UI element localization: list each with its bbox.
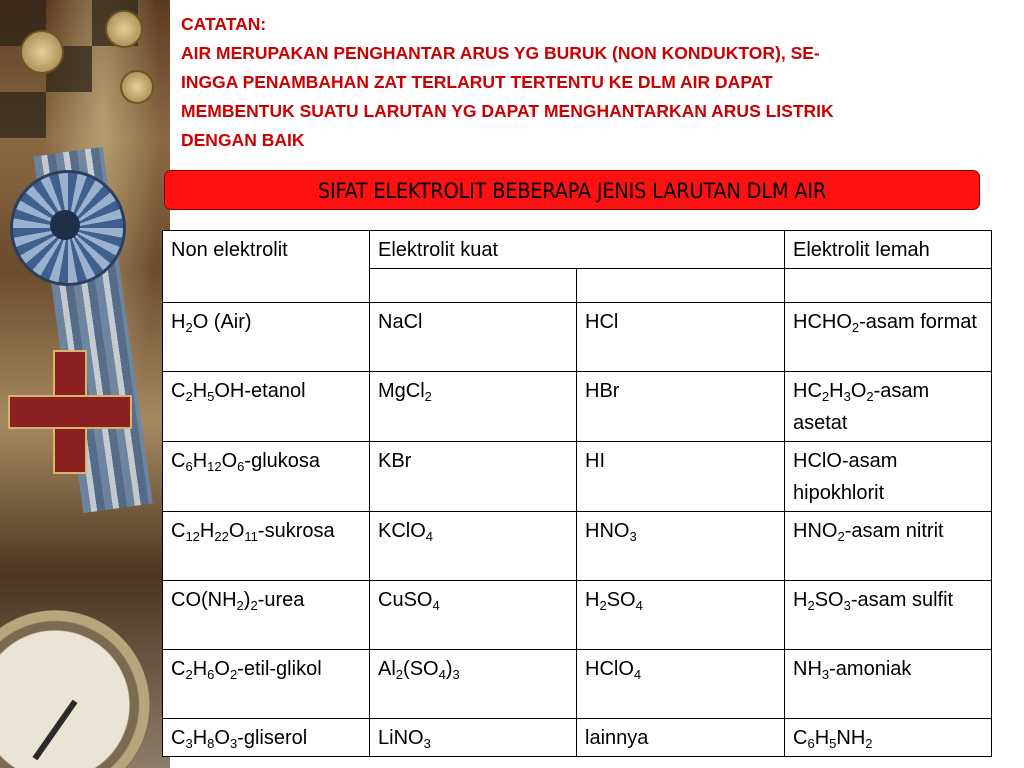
table-row (163, 372, 992, 442)
subscript: 2 (229, 667, 238, 682)
subscript: 3 (423, 736, 431, 751)
cell-text: C (171, 658, 186, 680)
subscript: 2 (185, 320, 193, 335)
subscript: 4 (438, 667, 446, 682)
elektrolit-kuat-cell-2 (577, 372, 785, 442)
table-row (163, 719, 992, 757)
table-row (163, 442, 992, 512)
table-header-row (163, 231, 992, 269)
elektrolit-kuat-cell-1 (370, 650, 577, 719)
subscript: 5 (829, 736, 837, 751)
empty-cell (785, 269, 992, 303)
elektrolit-kuat-cell-1 (370, 372, 577, 442)
table-row (163, 650, 992, 719)
cell-text: -asam asetat (793, 380, 930, 434)
elektrolit-lemah-cell (785, 442, 992, 512)
compass-image (0, 610, 150, 768)
non-elektrolit-cell (163, 512, 370, 581)
elektrolit-kuat-cell-2 (577, 303, 785, 372)
subscript: 22 (214, 529, 229, 544)
cell-text: HCl (585, 311, 619, 333)
subscript: 11 (244, 529, 258, 544)
cell-text: -asam nitrit (844, 520, 944, 542)
subscript: 2 (185, 389, 193, 404)
cell-text: HClO-asam hipokhlorit (793, 450, 898, 504)
cell-text: lainnya (585, 727, 649, 749)
elektrolit-kuat-cell-1 (370, 303, 577, 372)
cell-text: HNO (793, 520, 838, 542)
subscript: 2 (837, 529, 845, 544)
subscript: 3 (229, 736, 238, 751)
cell-text: H (585, 589, 600, 611)
non-elektrolit-cell (163, 581, 370, 650)
page-title: SIFAT ELEKTROLIT BEBERAPA JENIS LARUTAN DLM AIR (317, 179, 827, 204)
table-row (163, 581, 992, 650)
cell-text: C (793, 727, 808, 749)
cell-text: OH-etanol (214, 380, 306, 402)
subscript: 2 (807, 598, 815, 613)
cell-text: LiNO (378, 727, 424, 749)
cell-text: -sukrosa (257, 520, 335, 542)
cell-text: -amoniak (829, 658, 912, 680)
cell-text: HNO (585, 520, 630, 542)
elektrolit-kuat-cell-2 (577, 512, 785, 581)
subscript: 3 (452, 667, 460, 682)
non-elektrolit-cell (163, 650, 370, 719)
cell-text: O (850, 380, 867, 402)
cell-text: ) (243, 589, 251, 611)
medal-cross (8, 350, 128, 470)
cell-text: O (221, 450, 238, 472)
subscript: 3 (185, 736, 193, 751)
elektrolit-lemah-cell (785, 581, 992, 650)
cell-text: -asam format (859, 311, 977, 333)
empty-cell (577, 269, 785, 303)
cell-text: ) (445, 658, 453, 680)
cell-text: NH (793, 658, 822, 680)
notes-line: INGGA PENAMBAHAN ZAT TERLARUT TERTENTU KE DLM AIR DAPAT (181, 72, 773, 92)
subscript: 12 (207, 459, 222, 474)
subscript: 6 (237, 459, 245, 474)
subscript: 2 (821, 389, 830, 404)
notes-heading: CATATAN: (181, 14, 267, 34)
subscript: 3 (629, 529, 637, 544)
title-banner (164, 170, 980, 210)
cell-text: SO (606, 589, 636, 611)
elektrolit-kuat-cell-2 (577, 442, 785, 512)
cell-text: (SO (403, 658, 439, 680)
subscript: 8 (207, 736, 215, 751)
cell-text: H (171, 311, 186, 333)
cell-text: CO(NH (171, 589, 237, 611)
cell-text: -gliserol (237, 727, 308, 749)
cell-text: H (829, 380, 844, 402)
non-elektrolit-cell (163, 719, 370, 757)
non-elektrolit-cell (163, 372, 370, 442)
cell-text: H (192, 380, 208, 402)
elektrolit-kuat-cell-1 (370, 581, 577, 650)
cell-text: C (171, 380, 186, 402)
subscript: 2 (424, 389, 432, 404)
cell-text: HBr (585, 380, 620, 402)
cell-text: HClO (585, 658, 634, 680)
elektrolit-kuat-cell-2 (577, 650, 785, 719)
non-elektrolit-cell (163, 303, 370, 372)
cell-text: H (192, 450, 208, 472)
subscript: 6 (185, 459, 193, 474)
decorative-collage-image (0, 0, 170, 768)
cell-text: KBr (378, 450, 412, 472)
cell-text: CuSO (378, 589, 433, 611)
cell-text: C (171, 520, 186, 542)
subscript: 2 (851, 320, 860, 335)
elektrolit-lemah-cell (785, 372, 992, 442)
elektrolit-kuat-cell-1 (370, 512, 577, 581)
subscript: 12 (185, 529, 200, 544)
table-row (163, 303, 992, 372)
cell-text: HC (793, 380, 822, 402)
cell-text: O (228, 520, 245, 542)
header-non-elektrolit: Non elektrolit (163, 231, 370, 303)
subscript: 2 (236, 598, 244, 613)
cell-text: -urea (257, 589, 305, 611)
subscript: 2 (865, 736, 873, 751)
cell-text: -etil-glikol (237, 658, 322, 680)
notes-block (181, 10, 981, 155)
cell-text: KClO (378, 520, 426, 542)
subscript: 4 (633, 667, 642, 682)
notes-line: MEMBENTUK SUATU LARUTAN YG DAPAT MENGHANTARKAN ARUS LISTRIK (181, 101, 834, 121)
elektrolit-kuat-cell-2 (577, 719, 785, 757)
elektrolit-lemah-cell (785, 650, 992, 719)
elektrolit-lemah-cell (785, 512, 992, 581)
cell-text: H (793, 589, 808, 611)
table-row (163, 512, 992, 581)
notes-line: DENGAN BAIK (181, 130, 305, 150)
header-elektrolit-kuat: Elektrolit kuat (370, 231, 785, 269)
cell-text: O (214, 658, 230, 680)
elektrolit-kuat-cell-2 (577, 581, 785, 650)
cell-text: HI (585, 450, 605, 472)
subscript: 5 (207, 389, 215, 404)
elektrolit-lemah-cell (785, 303, 992, 372)
cell-text: MgCl (378, 380, 425, 402)
header-elektrolit-lemah: Elektrolit lemah (785, 231, 992, 269)
cell-text: HCHO (793, 311, 852, 333)
subscript: 4 (432, 598, 440, 613)
subscript: 2 (395, 667, 404, 682)
empty-cell (370, 269, 577, 303)
subscript: 3 (843, 389, 851, 404)
cell-text: -glukosa (244, 450, 321, 472)
electrolyte-table (162, 230, 992, 757)
cell-text: H (192, 727, 208, 749)
cell-text: O (Air) (192, 311, 252, 333)
subscript: 2 (599, 598, 607, 613)
subscript: 2 (866, 389, 874, 404)
cell-text: H (199, 520, 215, 542)
cell-text: C (171, 450, 186, 472)
cell-text: NH (836, 727, 866, 749)
elektrolit-kuat-cell-1 (370, 719, 577, 757)
subscript: 2 (250, 598, 258, 613)
subscript: 6 (207, 667, 215, 682)
subscript: 4 (635, 598, 643, 613)
cell-text: NaCl (378, 311, 423, 333)
elektrolit-kuat-cell-1 (370, 442, 577, 512)
non-elektrolit-cell (163, 442, 370, 512)
subscript: 2 (185, 667, 193, 682)
cell-text: SO (814, 589, 844, 611)
cell-text: H (192, 658, 208, 680)
elektrolit-lemah-cell (785, 719, 992, 757)
cell-text: O (214, 727, 230, 749)
subscript: 3 (821, 667, 830, 682)
notes-line: AIR MERUPAKAN PENGHANTAR ARUS YG BURUK (NON KONDUKTOR), SE- (181, 43, 820, 63)
subscript: 3 (843, 598, 851, 613)
cell-text: Al (378, 658, 396, 680)
cell-text: H (814, 727, 830, 749)
subscript: 6 (807, 736, 815, 751)
cell-text: -asam sulfit (850, 589, 954, 611)
subscript: 4 (425, 529, 434, 544)
cell-text: C (171, 727, 186, 749)
